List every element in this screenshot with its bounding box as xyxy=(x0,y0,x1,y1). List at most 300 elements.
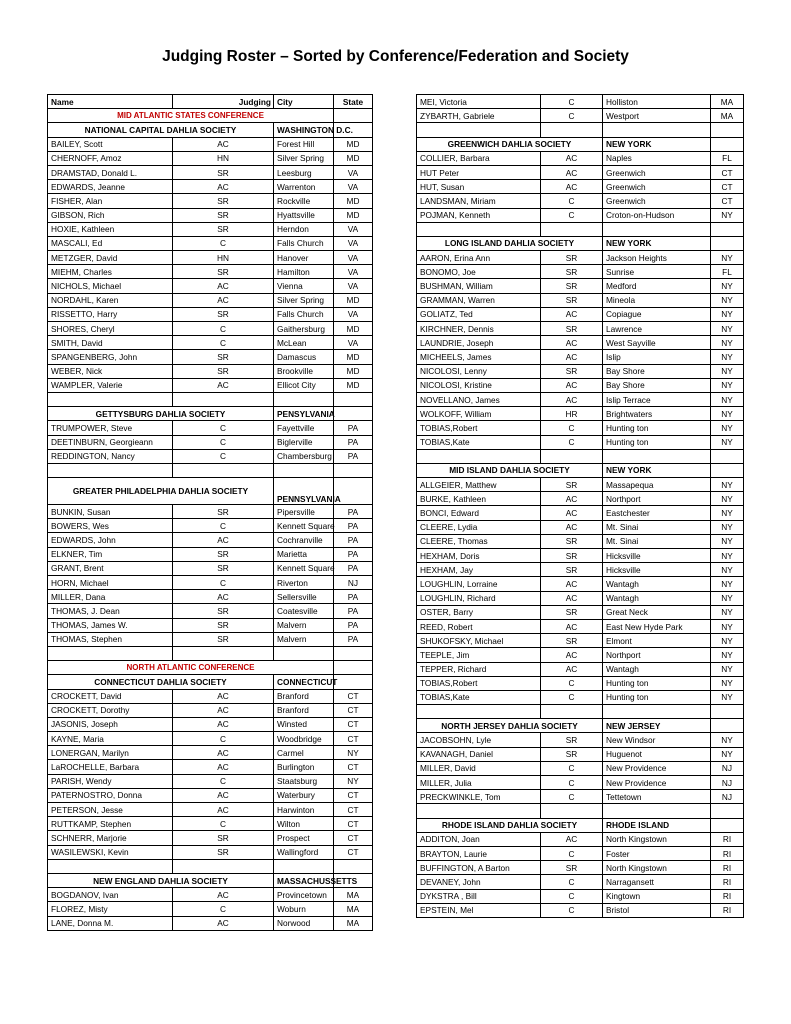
judge-state: NY xyxy=(711,378,744,392)
judging-level: C xyxy=(173,519,274,533)
judging-level: HR xyxy=(541,407,603,421)
table-row xyxy=(417,378,744,392)
judge-city: Branford xyxy=(274,703,334,717)
judge-state: NJ xyxy=(334,576,373,590)
judge-state: MD xyxy=(334,293,373,307)
judge-state: NY xyxy=(711,577,744,591)
table-row xyxy=(48,547,373,561)
judge-city: Woodbridge xyxy=(274,732,334,746)
judge-name: MILLER, Dana xyxy=(48,590,173,604)
judging-level: C xyxy=(173,732,274,746)
empty-cell xyxy=(417,123,541,137)
judge-city: Leesburg xyxy=(274,165,334,179)
judging-level: SR xyxy=(173,194,274,208)
judging-level: C xyxy=(541,776,603,790)
judge-city: Forest Hill xyxy=(274,137,334,151)
judge-state: MD xyxy=(334,194,373,208)
table-row xyxy=(417,619,744,633)
judge-name: HUT, Susan xyxy=(417,180,541,194)
table-row xyxy=(417,520,744,534)
judge-name: RUTTKAMP, Stephen xyxy=(48,817,173,831)
judge-city: Mineola xyxy=(603,293,711,307)
table-row xyxy=(48,421,373,435)
judging-level: AC xyxy=(541,378,603,392)
table-row xyxy=(48,435,373,449)
judging-level: SR xyxy=(173,222,274,236)
judging-level: SR xyxy=(173,845,274,859)
society-region: RHODE ISLAND xyxy=(603,818,711,832)
page-title: Judging Roster – Sorted by Conference/Federation and Society xyxy=(162,48,629,65)
judge-name: SCHNERR, Marjorie xyxy=(48,831,173,845)
table-row xyxy=(417,790,744,804)
judge-name: BONCI, Edward xyxy=(417,506,541,520)
judging-level: C xyxy=(173,236,274,250)
judge-name: EDWARDS, John xyxy=(48,533,173,547)
judge-name: SHUKOFSKY, Michael xyxy=(417,634,541,648)
table-row xyxy=(417,151,744,165)
judging-level: SR xyxy=(173,265,274,279)
empty-cell xyxy=(417,804,541,818)
table-row xyxy=(417,506,744,520)
judge-city: Kingtown xyxy=(603,889,711,903)
empty-cell xyxy=(603,449,711,463)
empty-cell xyxy=(711,236,744,250)
judge-city: Lawrence xyxy=(603,322,711,336)
table-row xyxy=(48,251,373,265)
judge-city: Islip xyxy=(603,350,711,364)
empty-cell xyxy=(711,137,744,151)
judging-level: AC xyxy=(541,619,603,633)
table-row xyxy=(417,591,744,605)
judge-name: PATERNOSTRO, Donna xyxy=(48,788,173,802)
judge-name: BOWERS, Wes xyxy=(48,519,173,533)
judge-name: METZGER, David xyxy=(48,251,173,265)
judge-state: NY xyxy=(711,549,744,563)
judge-name: LONERGAN, Marilyn xyxy=(48,746,173,760)
judge-city: Naples xyxy=(603,151,711,165)
judging-level: SR xyxy=(173,618,274,632)
spacer-row xyxy=(48,463,373,477)
judge-city: Sellersville xyxy=(274,590,334,604)
judging-level: SR xyxy=(173,364,274,378)
judge-name: THOMAS, James W. xyxy=(48,618,173,632)
table-row xyxy=(48,703,373,717)
empty-cell xyxy=(48,392,173,406)
table-row xyxy=(417,648,744,662)
society-header-row xyxy=(417,236,744,250)
judging-level: SR xyxy=(173,165,274,179)
judge-state: NY xyxy=(711,648,744,662)
judge-state: CT xyxy=(334,760,373,774)
judging-level: AC xyxy=(541,577,603,591)
judge-city: Ellicot City xyxy=(274,378,334,392)
judge-city: Northport xyxy=(603,492,711,506)
table-row xyxy=(48,265,373,279)
judge-city: Riverton xyxy=(274,576,334,590)
judge-city: Medford xyxy=(603,279,711,293)
society-region: NEW YORK xyxy=(603,463,711,477)
judging-level: AC xyxy=(541,165,603,179)
table-row xyxy=(417,180,744,194)
judge-state: CT xyxy=(334,788,373,802)
judge-state: NY xyxy=(711,619,744,633)
judge-city: Brookville xyxy=(274,364,334,378)
judge-state: MD xyxy=(334,208,373,222)
empty-cell xyxy=(334,646,373,660)
judge-city: Hanover xyxy=(274,251,334,265)
table-row xyxy=(48,364,373,378)
judge-state: MA xyxy=(334,888,373,902)
judge-city: Hunting ton xyxy=(603,421,711,435)
judge-state: VA xyxy=(334,165,373,179)
judge-city: Waterbury xyxy=(274,788,334,802)
judge-city: Massapequa xyxy=(603,478,711,492)
judge-city: Biglerville xyxy=(274,435,334,449)
judge-city: Bay Shore xyxy=(603,364,711,378)
judge-city: North Kingstown xyxy=(603,861,711,875)
judging-level: C xyxy=(541,903,603,917)
judge-name: OSTER, Barry xyxy=(417,605,541,619)
judge-city: Hyattsville xyxy=(274,208,334,222)
judge-name: MICHEELS, James xyxy=(417,350,541,364)
judging-level: C xyxy=(541,109,603,123)
society-header-row xyxy=(417,719,744,733)
empty-cell xyxy=(417,449,541,463)
col-header-name: Name xyxy=(48,95,173,109)
judge-state: NY xyxy=(711,421,744,435)
judge-city: Silver Spring xyxy=(274,151,334,165)
empty-cell xyxy=(334,859,373,873)
judging-level: AC xyxy=(173,803,274,817)
judge-state: FL xyxy=(711,265,744,279)
judge-city: Sunrise xyxy=(603,265,711,279)
empty-cell xyxy=(417,222,541,236)
judge-city: Eastchester xyxy=(603,506,711,520)
table-row xyxy=(48,803,373,817)
judging-level: AC xyxy=(173,916,274,930)
judging-level: C xyxy=(173,322,274,336)
judge-state: NY xyxy=(711,591,744,605)
judging-level: C xyxy=(173,576,274,590)
table-row xyxy=(417,690,744,704)
judge-state: NY xyxy=(711,208,744,222)
empty-cell xyxy=(48,859,173,873)
judge-state: NY xyxy=(711,435,744,449)
judge-state: MD xyxy=(334,378,373,392)
judging-level: SR xyxy=(541,549,603,563)
roster-table-right xyxy=(416,94,744,918)
empty-cell xyxy=(417,705,541,719)
judging-level: C xyxy=(541,846,603,860)
judge-name: NOVELLANO, James xyxy=(417,392,541,406)
judge-state: RI xyxy=(711,846,744,860)
society-header-row xyxy=(48,478,373,505)
judge-state: VA xyxy=(334,251,373,265)
table-row xyxy=(48,788,373,802)
society-header-row xyxy=(417,818,744,832)
judge-state: CT xyxy=(334,732,373,746)
judge-city: New Providence xyxy=(603,776,711,790)
table-row xyxy=(417,364,744,378)
society-region: NEW YORK xyxy=(603,236,711,250)
empty-cell xyxy=(541,123,603,137)
judge-name: LaROCHELLE, Barbara xyxy=(48,760,173,774)
society-name: MID ISLAND DAHLIA SOCIETY xyxy=(417,463,603,477)
empty-cell xyxy=(603,804,711,818)
judge-name: RISSETTO, Harry xyxy=(48,307,173,321)
judge-city: Coatesville xyxy=(274,604,334,618)
judge-city: Gaithersburg xyxy=(274,322,334,336)
judge-state: CT xyxy=(711,165,744,179)
judge-state: VA xyxy=(334,222,373,236)
table-row xyxy=(48,746,373,760)
judge-city: New Windsor xyxy=(603,733,711,747)
judge-name: TOBIAS,Robert xyxy=(417,421,541,435)
judge-city: Marietta xyxy=(274,547,334,561)
judge-name: HEXHAM, Doris xyxy=(417,549,541,563)
judging-level: C xyxy=(541,194,603,208)
judge-city: Provincetown xyxy=(274,888,334,902)
table-row xyxy=(48,151,373,165)
judge-city: Branford xyxy=(274,689,334,703)
judging-level: AC xyxy=(541,392,603,406)
judging-level: AC xyxy=(173,788,274,802)
table-row xyxy=(48,604,373,618)
table-row xyxy=(417,279,744,293)
table-row xyxy=(48,817,373,831)
judge-city: Woburn xyxy=(274,902,334,916)
judging-level: SR xyxy=(541,293,603,307)
society-header-row xyxy=(417,463,744,477)
judge-state: CT xyxy=(711,194,744,208)
table-row xyxy=(417,747,744,761)
judge-state: NY xyxy=(711,293,744,307)
judge-name: BUSHMAN, William xyxy=(417,279,541,293)
judge-name: TOBIAS,Kate xyxy=(417,435,541,449)
judging-level: AC xyxy=(173,293,274,307)
judge-name: LAUNDRIE, Joseph xyxy=(417,336,541,350)
judging-level: HN xyxy=(173,251,274,265)
spacer-row xyxy=(417,804,744,818)
judge-name: GRAMMAN, Warren xyxy=(417,293,541,307)
judge-name: EPSTEIN, Mel xyxy=(417,903,541,917)
table-row xyxy=(417,534,744,548)
conference-name: NORTH ATLANTIC CONFERENCE xyxy=(48,661,334,675)
table-row xyxy=(48,717,373,731)
judging-level: C xyxy=(541,889,603,903)
judge-city: Holliston xyxy=(603,95,711,109)
judge-name: MILLER, David xyxy=(417,761,541,775)
judge-name: BURKE, Kathleen xyxy=(417,492,541,506)
empty-cell xyxy=(603,222,711,236)
society-name: CONNECTICUT DAHLIA SOCIETY xyxy=(48,675,274,689)
table-row xyxy=(48,902,373,916)
judging-level: SR xyxy=(541,364,603,378)
judge-name: BUNKIN, Susan xyxy=(48,505,173,519)
judge-state: NY xyxy=(711,251,744,265)
empty-cell xyxy=(274,392,334,406)
judge-city: Hunting ton xyxy=(603,435,711,449)
judging-level: AC xyxy=(541,350,603,364)
judge-name: CROCKETT, Dorothy xyxy=(48,703,173,717)
table-row xyxy=(48,561,373,575)
conference-name: MID ATLANTIC STATES CONFERENCE xyxy=(48,109,334,123)
judge-city: Brightwaters xyxy=(603,407,711,421)
empty-cell xyxy=(711,804,744,818)
judge-city: Greenwich xyxy=(603,180,711,194)
judge-city: Narragansett xyxy=(603,875,711,889)
spacer-row xyxy=(417,222,744,236)
judging-level: SR xyxy=(173,505,274,519)
judge-city: Hicksville xyxy=(603,563,711,577)
judging-level: C xyxy=(541,790,603,804)
empty-cell xyxy=(603,123,711,137)
judge-name: GIBSON, Rich xyxy=(48,208,173,222)
judging-level: AC xyxy=(541,662,603,676)
table-row xyxy=(417,322,744,336)
judge-city: Foster xyxy=(603,846,711,860)
judge-city: Kennett Square xyxy=(274,519,334,533)
table-row xyxy=(417,733,744,747)
judging-level: C xyxy=(173,449,274,463)
empty-cell xyxy=(541,222,603,236)
judging-level: AC xyxy=(173,689,274,703)
table-row xyxy=(417,492,744,506)
table-row xyxy=(48,194,373,208)
judge-city: Jackson Heights xyxy=(603,251,711,265)
table-row xyxy=(417,577,744,591)
society-name: LONG ISLAND DAHLIA SOCIETY xyxy=(417,236,603,250)
judge-name: THOMAS, J. Dean xyxy=(48,604,173,618)
judge-state: MA xyxy=(334,916,373,930)
empty-cell xyxy=(173,859,274,873)
judging-level: SR xyxy=(173,350,274,364)
judge-state: RI xyxy=(711,832,744,846)
judge-state: CT xyxy=(334,717,373,731)
judge-city: Copiague xyxy=(603,307,711,321)
table-row xyxy=(48,888,373,902)
judge-state: NY xyxy=(334,774,373,788)
judge-name: TRUMPOWER, Steve xyxy=(48,421,173,435)
judge-state: MD xyxy=(334,350,373,364)
society-region: PENSYLVANIA xyxy=(274,407,334,421)
judge-name: DRAMSTAD, Donald L. xyxy=(48,165,173,179)
judging-level: C xyxy=(541,208,603,222)
judge-state: PA xyxy=(334,547,373,561)
col-header-city: City xyxy=(274,95,334,109)
empty-cell xyxy=(334,661,373,675)
empty-cell xyxy=(173,463,274,477)
judging-level: C xyxy=(541,676,603,690)
judge-state: NY xyxy=(334,746,373,760)
judge-state: VA xyxy=(334,307,373,321)
table-row xyxy=(417,676,744,690)
judge-name: THOMAS, Stephen xyxy=(48,632,173,646)
empty-cell xyxy=(541,804,603,818)
empty-cell xyxy=(711,705,744,719)
judging-level: SR xyxy=(541,605,603,619)
judge-state: NJ xyxy=(711,776,744,790)
judging-level: C xyxy=(541,435,603,449)
judge-city: Winsted xyxy=(274,717,334,731)
judge-state: CT xyxy=(334,689,373,703)
judge-state: NY xyxy=(711,534,744,548)
judge-name: HUT Peter xyxy=(417,165,541,179)
table-row xyxy=(417,549,744,563)
judge-state: NY xyxy=(711,605,744,619)
judge-city: Wilton xyxy=(274,817,334,831)
judge-state: VA xyxy=(334,180,373,194)
judge-city: Westport xyxy=(603,109,711,123)
table-row xyxy=(48,760,373,774)
judge-name: MASCALI, Ed xyxy=(48,236,173,250)
table-row xyxy=(417,95,744,109)
judge-state: NY xyxy=(711,690,744,704)
judging-level: AC xyxy=(541,180,603,194)
judging-level: SR xyxy=(541,265,603,279)
judge-city: Bristol xyxy=(603,903,711,917)
judge-state: PA xyxy=(334,435,373,449)
judge-name: MEI, Victoria xyxy=(417,95,541,109)
empty-cell xyxy=(334,675,373,689)
judging-level: C xyxy=(173,336,274,350)
judge-city: Huguenot xyxy=(603,747,711,761)
judge-state: VA xyxy=(334,265,373,279)
judge-name: WASILEWSKI, Kevin xyxy=(48,845,173,859)
table-row xyxy=(417,889,744,903)
judge-city: Silver Spring xyxy=(274,293,334,307)
table-row xyxy=(417,903,744,917)
table-row xyxy=(417,478,744,492)
society-region: CONNECTICUT xyxy=(274,675,334,689)
empty-cell xyxy=(334,392,373,406)
judge-state: NY xyxy=(711,307,744,321)
judge-state: PA xyxy=(334,421,373,435)
judging-level: AC xyxy=(541,336,603,350)
judge-city: Greenwich xyxy=(603,165,711,179)
judging-level: SR xyxy=(173,547,274,561)
empty-cell xyxy=(711,818,744,832)
judge-city: Tettetown xyxy=(603,790,711,804)
table-row xyxy=(48,632,373,646)
table-row xyxy=(417,407,744,421)
judging-level: SR xyxy=(541,534,603,548)
judge-name: BRAYTON, Laurie xyxy=(417,846,541,860)
judge-state: MD xyxy=(334,364,373,378)
society-header-row xyxy=(48,123,373,137)
judge-state: PA xyxy=(334,449,373,463)
judge-city: Pipersville xyxy=(274,505,334,519)
judging-level: AC xyxy=(541,520,603,534)
roster-table-left xyxy=(47,94,373,931)
table-row xyxy=(48,505,373,519)
conference-header-row xyxy=(48,661,373,675)
judge-name: AARON, Erina Ann xyxy=(417,251,541,265)
society-name: NEW ENGLAND DAHLIA SOCIETY xyxy=(48,873,274,887)
judge-name: KAVANAGH, Daniel xyxy=(417,747,541,761)
table-row xyxy=(417,109,744,123)
judge-state: CT xyxy=(334,803,373,817)
judge-state: CT xyxy=(334,703,373,717)
judge-name: MIEHM, Charles xyxy=(48,265,173,279)
judging-level: C xyxy=(173,435,274,449)
empty-cell xyxy=(603,705,711,719)
judging-level: C xyxy=(173,902,274,916)
judge-state: PA xyxy=(334,561,373,575)
judge-name: LANDSMAN, Miriam xyxy=(417,194,541,208)
judging-level: C xyxy=(541,421,603,435)
judge-state: NY xyxy=(711,350,744,364)
